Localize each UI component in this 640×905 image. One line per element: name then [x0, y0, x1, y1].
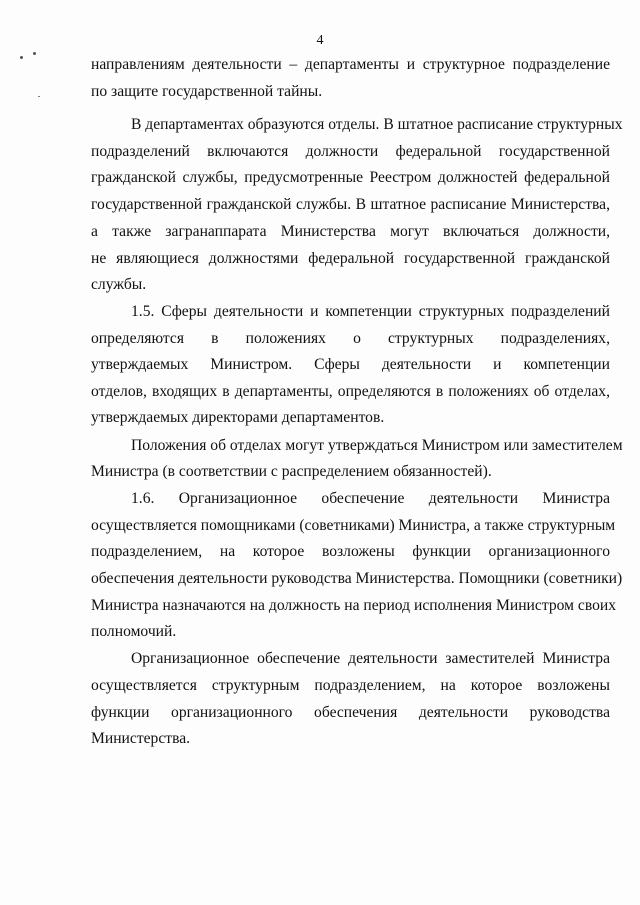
scan-speck [20, 56, 23, 59]
page-number: 4 [316, 33, 324, 48]
text-line: направлениям деятельности – департаменты и структурное подразделение [91, 56, 610, 73]
text-line: государственной гражданской службы. В штатное расписание Министерства, [91, 196, 610, 213]
text-line: обеспечения деятельности руководства Министерства. Помощники (советники) [91, 570, 623, 587]
scan-speck [38, 96, 40, 97]
text-line: Министра (в соответствии с распределением обязанностей). [91, 463, 492, 480]
text-line: не являющиеся должностями федеральной государственной гражданской [91, 250, 610, 267]
text-line: по защите государственной тайны. [91, 83, 323, 100]
text-line: Министерства. [91, 730, 191, 747]
text-line: утверждаемых Министром. Сферы деятельности и компетенции [91, 356, 610, 373]
text-line: определяются в положениях о структурных подразделениях, [91, 330, 610, 347]
text-line: подразделений включаются должности федеральной государственной [91, 143, 610, 160]
text-line: подразделением, на которое возложены функции организационного [91, 543, 610, 560]
text-line: Организационное обеспечение деятельности заместителей Министра [131, 650, 610, 667]
text-line: полномочий. [91, 623, 177, 640]
text-line: Министра назначаются на должность на период исполнения Министром своих [91, 597, 617, 614]
text-line: службы. [91, 276, 147, 293]
text-line: осуществляется структурным подразделением, на которое возложены [91, 677, 610, 694]
text-line: функции организационного обеспечения деятельности руководства [91, 704, 610, 721]
text-line: утверждаемых директорами департаментов. [91, 409, 385, 426]
scan-speck [33, 52, 36, 55]
text-line: а также загранаппарата Министерства могут включаться должности, [91, 223, 610, 240]
text-line: осуществляется помощниками (советниками) Министра, а также структурным [91, 517, 616, 534]
text-line: 1.5. Сферы деятельности и компетенции структурных подразделений [131, 303, 610, 320]
text-line: отделов, входящих в департаменты, определяются в положениях об отделах, [91, 383, 610, 400]
text-line: Положения об отделах могут утверждаться Министром или заместителем [131, 437, 623, 454]
text-line: 1.6. Организационное обеспечение деятельности Министра [131, 490, 610, 507]
text-line: В департаментах образуются отделы. В штатное расписание структурных [131, 116, 623, 133]
text-line: гражданской службы, предусмотренные Реестром должностей федеральной [91, 169, 610, 186]
